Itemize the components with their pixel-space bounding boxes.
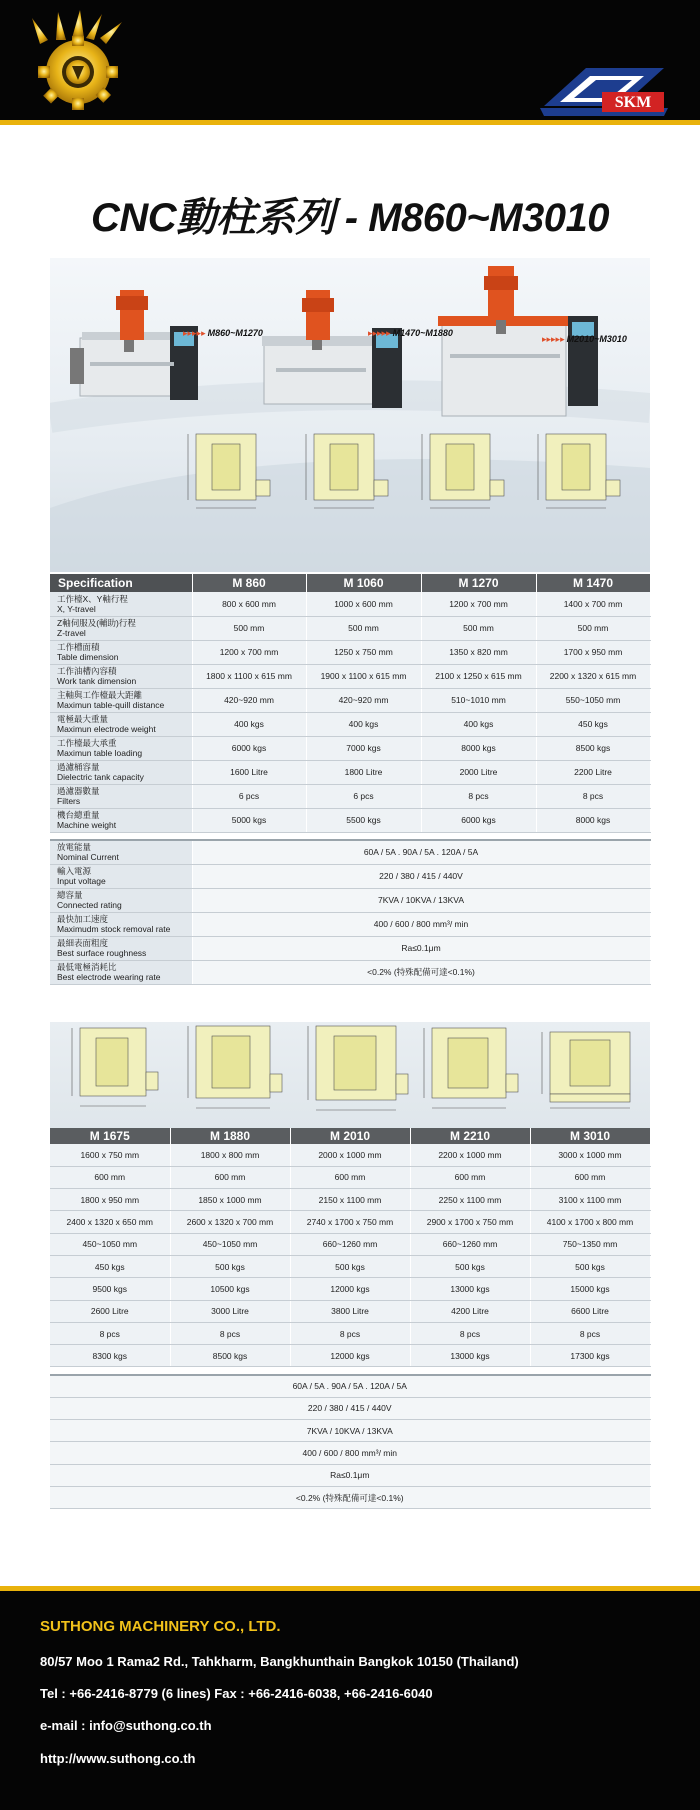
layout-drawings-row-2 — [50, 1022, 650, 1128]
spec-label-zh: 電極最大重量 — [57, 714, 109, 724]
spec-label-zh: 工作檯X、Y軸行程 — [57, 593, 128, 604]
spec-row-label — [50, 760, 192, 784]
common-spec-value: <0.2% (特殊配備可達<0.1%) — [192, 960, 650, 984]
spec-row-label — [50, 888, 192, 912]
spec-value-cell: 1200 x 700 mm — [192, 640, 306, 664]
company-phone-fax: Tel : +66-2416-8779 (6 lines) Fax : +66-2416-6038, +66-2416-6040 — [40, 1686, 433, 1701]
spec-row — [50, 688, 650, 712]
spec-label-zh: 過濾器數量 — [57, 786, 100, 796]
model-header-m2210: M 2210 — [410, 1128, 530, 1144]
spec-value-cell: 1800 Litre — [306, 760, 421, 784]
model-header-m2010: M 2010 — [290, 1128, 410, 1144]
spec-row — [50, 784, 650, 808]
spec-label-zh: 主軸與工作檯最大距離 — [57, 690, 143, 700]
model-tag-m1470-m1880: ▸▸▸▸▸ M1470~M1880 — [368, 328, 453, 338]
spec-label-en: Maximun table loading — [57, 748, 143, 758]
spec-value-cell: 400 kgs — [192, 712, 306, 736]
company-address: 80/57 Moo 1 Rama2 Rd., Tahkharm, Bangkhunthain Bangkok 10150 (Thailand) — [40, 1654, 519, 1669]
spec-row — [50, 1300, 650, 1322]
spec-row-label — [50, 688, 192, 712]
common-spec-row — [50, 1464, 650, 1486]
spec-row — [50, 640, 650, 664]
spec-row-label — [50, 712, 192, 736]
spec-value-cell: 800 x 600 mm — [192, 592, 306, 616]
spec-value-cell: 600 mm — [290, 1166, 410, 1188]
spec-value-cell: 3000 Litre — [170, 1300, 290, 1322]
common-spec-row — [50, 864, 650, 888]
spec-value-cell: 6600 Litre — [530, 1300, 650, 1322]
gear-crown-logo-icon — [22, 10, 134, 116]
model-header-m1470: M 1470 — [536, 574, 650, 592]
model-header-m3010: M 3010 — [530, 1128, 650, 1144]
spec-row-label — [50, 592, 192, 616]
spec-label-en: Maximun table-quill distance — [57, 700, 165, 710]
spec-value-cell: 3000 x 1000 mm — [530, 1144, 650, 1166]
spec-value-cell: 550~1050 mm — [536, 688, 650, 712]
spec-row-label — [50, 784, 192, 808]
spec-value-cell: 500 mm — [536, 616, 650, 640]
spec-row-label — [50, 736, 192, 760]
specification-header: Specification — [50, 574, 192, 592]
spec-value-cell: 2600 Litre — [50, 1300, 170, 1322]
spec-label-en: Best surface roughness — [57, 948, 147, 958]
separator-cell — [50, 1367, 650, 1375]
spec-value-cell: 8 pcs — [421, 784, 536, 808]
spec-label-en: Work tank dimension — [57, 676, 137, 686]
model-header-m1880: M 1880 — [170, 1128, 290, 1144]
spec-row — [50, 1322, 650, 1344]
spec-value-cell: 750~1350 mm — [530, 1233, 650, 1255]
spec-value-cell: 5000 kgs — [192, 808, 306, 832]
spec-label-zh: 最低電極消耗比 — [57, 962, 117, 972]
spec-label-zh: 輸入電源 — [57, 866, 92, 876]
spec-row — [50, 1345, 650, 1367]
spec-value-cell: 2200 x 1320 x 615 mm — [536, 664, 650, 688]
spec-value-cell: 660~1260 mm — [410, 1233, 530, 1255]
spec-value-cell: 1400 x 700 mm — [536, 592, 650, 616]
spec-row-label — [50, 960, 192, 984]
spec-value-cell: 6000 kgs — [421, 808, 536, 832]
spec-value-cell: 8300 kgs — [50, 1345, 170, 1367]
spec-value-cell: 4100 x 1700 x 800 mm — [530, 1211, 650, 1233]
spec-row — [50, 1278, 650, 1300]
spec-label-en: Best electrode wearing rate — [57, 972, 161, 982]
spec-row — [50, 808, 650, 832]
spec-label-zh: 機台總重量 — [57, 810, 100, 820]
skm-logo-text: SKM — [614, 94, 652, 111]
separator-cell — [50, 832, 650, 840]
machine-illustration — [50, 258, 650, 572]
spec-value-cell: 2000 x 1000 mm — [290, 1144, 410, 1166]
spec-row — [50, 736, 650, 760]
spec-label-zh: 放電能量 — [57, 842, 92, 853]
company-name: SUTHONG MACHINERY CO., LTD. — [40, 1618, 281, 1635]
common-spec-row — [50, 960, 650, 984]
common-spec-value: 7KVA / 10KVA / 13KVA — [50, 1420, 650, 1442]
spec-value-cell: 2100 x 1250 x 615 mm — [421, 664, 536, 688]
spec-value-cell: 1850 x 1000 mm — [170, 1189, 290, 1211]
spec-row — [50, 1189, 650, 1211]
spec-value-cell: 6000 kgs — [192, 736, 306, 760]
spec-label-zh: 工作檯最大承重 — [57, 738, 117, 748]
spec-row — [50, 1211, 650, 1233]
spec-row-label — [50, 616, 192, 640]
spec-value-cell: 1800 x 950 mm — [50, 1189, 170, 1211]
common-spec-row — [50, 888, 650, 912]
spec-row-label — [50, 912, 192, 936]
model-header-m1060: M 1060 — [306, 574, 421, 592]
spec-value-cell: 8 pcs — [170, 1322, 290, 1344]
company-website-link[interactable]: http://www.suthong.co.th — [40, 1751, 196, 1766]
spec-value-cell: 3100 x 1100 mm — [530, 1189, 650, 1211]
spec-label-en: Filters — [57, 796, 81, 806]
spec-label-en: Input voltage — [57, 876, 106, 886]
spec-value-cell: 600 mm — [410, 1166, 530, 1188]
spec-value-cell: 17300 kgs — [530, 1345, 650, 1367]
common-spec-row — [50, 1442, 650, 1464]
spec-value-cell: 2000 Litre — [421, 760, 536, 784]
common-spec-row — [50, 1397, 650, 1419]
spec-value-cell: 600 mm — [530, 1166, 650, 1188]
model-header-m1675: M 1675 — [50, 1128, 170, 1144]
spec-row — [50, 1233, 650, 1255]
spec-label-zh: Z軸伺服及(輔助)行程 — [57, 618, 136, 628]
spec-value-cell: 13000 kgs — [410, 1278, 530, 1300]
spec-table-2 — [50, 1128, 651, 1509]
spec-value-cell: 4200 Litre — [410, 1300, 530, 1322]
spec-value-cell: 1600 x 750 mm — [50, 1144, 170, 1166]
spec-value-cell: 2740 x 1700 x 750 mm — [290, 1211, 410, 1233]
machine-m1470-illustration — [262, 290, 402, 408]
spec-value-cell: 1700 x 950 mm — [536, 640, 650, 664]
spec-value-cell: 6 pcs — [192, 784, 306, 808]
model-tag-m860-m1270: ▸▸▸▸▸ M860~M1270 — [183, 328, 263, 338]
spec-row — [50, 1144, 650, 1166]
spec-row — [50, 1166, 650, 1188]
spec-row-label — [50, 864, 192, 888]
spec-table-2-header — [50, 1128, 650, 1144]
common-spec-value: 220 / 380 / 415 / 440V — [192, 864, 650, 888]
spec-label-en: Nominal Current — [57, 852, 119, 863]
spec-value-cell: 1600 Litre — [192, 760, 306, 784]
spec-value-cell: 1350 x 820 mm — [421, 640, 536, 664]
common-spec-value: 400 / 600 / 800 mm³/ min — [192, 912, 650, 936]
spec-table-1 — [50, 574, 651, 985]
spec-label-en: Maximudm stock removal rate — [57, 924, 171, 934]
spec-value-cell: 12000 kgs — [290, 1345, 410, 1367]
spec-value-cell: 660~1260 mm — [290, 1233, 410, 1255]
spec-value-cell: 1800 x 800 mm — [170, 1144, 290, 1166]
table-separator — [50, 832, 650, 840]
spec-value-cell: 2200 x 1000 mm — [410, 1144, 530, 1166]
common-spec-value: Ra≤0.1μm — [192, 936, 650, 960]
spec-value-cell: 12000 kgs — [290, 1278, 410, 1300]
spec-value-cell: 2900 x 1700 x 750 mm — [410, 1211, 530, 1233]
table-separator — [50, 1367, 650, 1375]
spec-value-cell: 420~920 mm — [192, 688, 306, 712]
spec-value-cell: 420~920 mm — [306, 688, 421, 712]
spec-value-cell: 8 pcs — [410, 1322, 530, 1344]
common-spec-row — [50, 840, 650, 864]
machine-m860-illustration — [70, 290, 198, 400]
spec-value-cell: 6 pcs — [306, 784, 421, 808]
common-spec-row — [50, 1486, 650, 1508]
spec-value-cell: 1900 x 1100 x 615 mm — [306, 664, 421, 688]
spec-label-en: X, Y-travel — [57, 603, 96, 614]
common-spec-value: 220 / 380 / 415 / 440V — [50, 1397, 650, 1419]
spec-value-cell: 500 mm — [421, 616, 536, 640]
spec-row — [50, 1255, 650, 1277]
spec-value-cell: 2600 x 1320 x 700 mm — [170, 1211, 290, 1233]
spec-value-cell: 500 kgs — [530, 1255, 650, 1277]
spec-value-cell: 600 mm — [50, 1166, 170, 1188]
spec-label-en: Maximun electrode weight — [57, 724, 156, 734]
spec-value-cell: 500 mm — [192, 616, 306, 640]
spec-value-cell: 2150 x 1100 mm — [290, 1189, 410, 1211]
spec-value-cell: 8 pcs — [530, 1322, 650, 1344]
spec-label-zh: 工作槽面積 — [57, 642, 100, 652]
spec-value-cell: 450 kgs — [50, 1255, 170, 1277]
spec-row — [50, 712, 650, 736]
spec-label-en: Machine weight — [57, 820, 117, 830]
spec-value-cell: 1000 x 600 mm — [306, 592, 421, 616]
spec-value-cell: 510~1010 mm — [421, 688, 536, 712]
common-spec-value: Ra≤0.1μm — [50, 1464, 650, 1486]
spec-row — [50, 664, 650, 688]
common-spec-value: 60A / 5A . 90A / 5A . 120A / 5A — [192, 840, 650, 864]
spec-value-cell: 9500 kgs — [50, 1278, 170, 1300]
skm-logo-icon — [540, 62, 668, 120]
spec-value-cell: 400 kgs — [421, 712, 536, 736]
spec-value-cell: 3800 Litre — [290, 1300, 410, 1322]
spec-row — [50, 760, 650, 784]
spec-value-cell: 15000 kgs — [530, 1278, 650, 1300]
spec-value-cell: 8 pcs — [50, 1322, 170, 1344]
spec-value-cell: 500 kgs — [290, 1255, 410, 1277]
spec-row-label — [50, 936, 192, 960]
spec-label-zh: 總容量 — [57, 890, 83, 900]
model-header-m1270: M 1270 — [421, 574, 536, 592]
spec-label-en: Connected rating — [57, 900, 122, 910]
spec-value-cell: 13000 kgs — [410, 1345, 530, 1367]
spec-row-label — [50, 664, 192, 688]
spec-value-cell: 400 kgs — [306, 712, 421, 736]
common-spec-row — [50, 912, 650, 936]
machine-photo-panel — [50, 258, 650, 572]
spec-value-cell: 500 kgs — [170, 1255, 290, 1277]
spec-label-zh: 最細表面粗度 — [57, 938, 109, 948]
spec-row-label — [50, 840, 192, 864]
spec-label-zh: 工作油槽內容積 — [57, 666, 117, 676]
header-stripe — [0, 120, 700, 125]
spec-value-cell: 500 kgs — [410, 1255, 530, 1277]
spec-label-en: Table dimension — [57, 652, 119, 662]
model-header-m860: M 860 — [192, 574, 306, 592]
spec-row — [50, 616, 650, 640]
common-spec-value: 60A / 5A . 90A / 5A . 120A / 5A — [50, 1375, 650, 1397]
spec-label-zh: 最快加工速度 — [57, 914, 109, 924]
spec-value-cell: 2400 x 1320 x 650 mm — [50, 1211, 170, 1233]
spec-value-cell: 8000 kgs — [421, 736, 536, 760]
common-spec-row — [50, 1420, 650, 1442]
spec-value-cell: 10500 kgs — [170, 1278, 290, 1300]
spec-row-label — [50, 640, 192, 664]
spec-value-cell: 450~1050 mm — [170, 1233, 290, 1255]
spec-value-cell: 1800 x 1100 x 615 mm — [192, 664, 306, 688]
spec-value-cell: 450 kgs — [536, 712, 650, 736]
spec-value-cell: 500 mm — [306, 616, 421, 640]
common-spec-row — [50, 1375, 650, 1397]
spec-value-cell: 7000 kgs — [306, 736, 421, 760]
spec-value-cell: 8000 kgs — [536, 808, 650, 832]
spec-value-cell: 8 pcs — [290, 1322, 410, 1344]
spec-value-cell: 450~1050 mm — [50, 1233, 170, 1255]
common-spec-row — [50, 936, 650, 960]
common-spec-value: 7KVA / 10KVA / 13KVA — [192, 888, 650, 912]
spec-table-1-header — [50, 574, 650, 592]
spec-value-cell: 600 mm — [170, 1166, 290, 1188]
spec-value-cell: 2200 Litre — [536, 760, 650, 784]
common-spec-value: <0.2% (特殊配備可達<0.1%) — [50, 1486, 650, 1508]
common-spec-value: 400 / 600 / 800 mm³/ min — [50, 1442, 650, 1464]
spec-label-en: Dielectric tank capacity — [57, 772, 144, 782]
model-tag-m2010-m3010: ▸▸▸▸▸ M2010~M3010 — [542, 334, 627, 344]
spec-value-cell: 8500 kgs — [536, 736, 650, 760]
spec-row-label — [50, 808, 192, 832]
spec-label-zh: 過濾桶容量 — [57, 762, 100, 772]
company-email-link[interactable]: e-mail : info@suthong.co.th — [40, 1718, 212, 1733]
spec-label-en: Z-travel — [57, 628, 86, 638]
spec-value-cell: 2250 x 1100 mm — [410, 1189, 530, 1211]
layout-drawings-panel-2 — [50, 1022, 650, 1128]
spec-value-cell: 1200 x 700 mm — [421, 592, 536, 616]
spec-row — [50, 592, 650, 616]
spec-value-cell: 8 pcs — [536, 784, 650, 808]
spec-value-cell: 1250 x 750 mm — [306, 640, 421, 664]
spec-value-cell: 8500 kgs — [170, 1345, 290, 1367]
spec-value-cell: 5500 kgs — [306, 808, 421, 832]
page-title: CNC動柱系列 - M860~M3010 — [91, 196, 609, 240]
